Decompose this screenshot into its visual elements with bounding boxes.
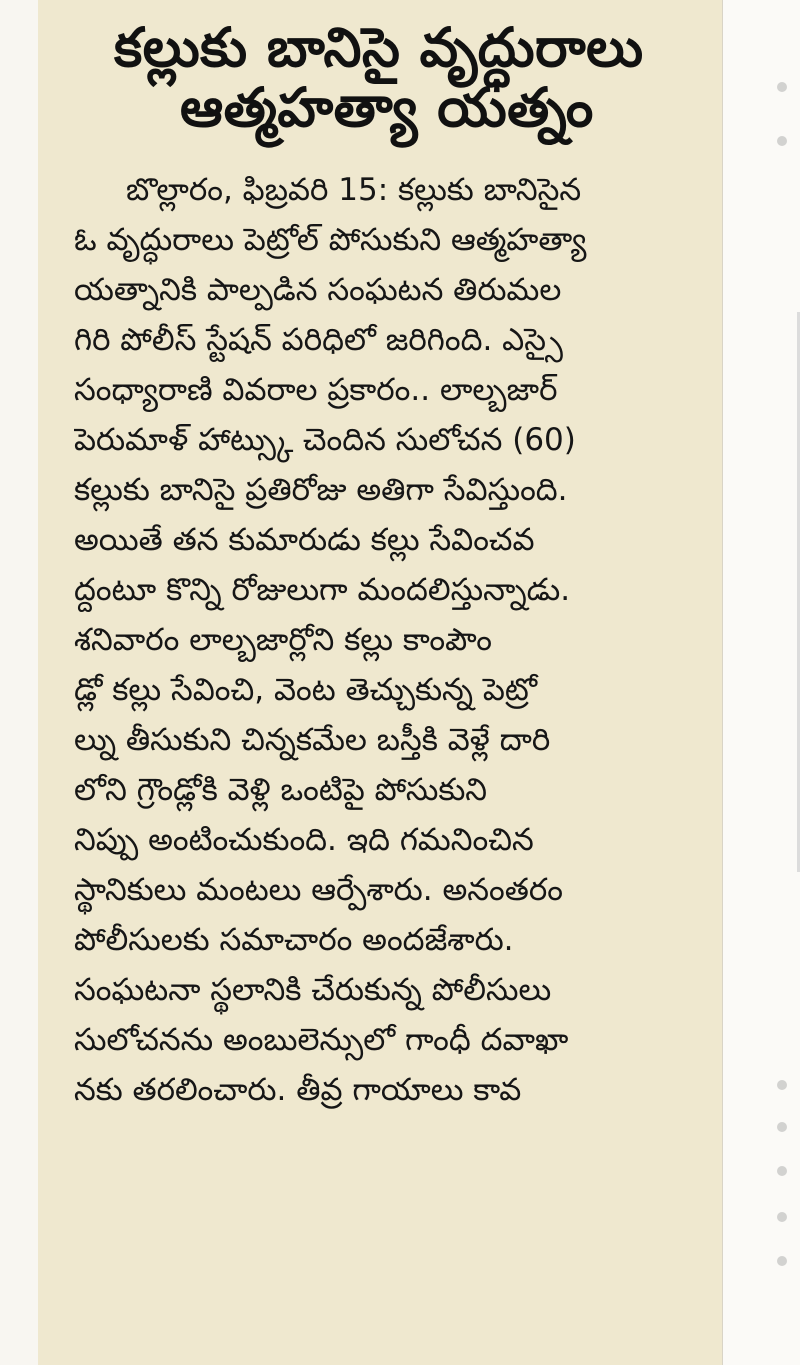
body-line: కల్లుకు బానిసై ప్రతిరోజు అతిగా సేవిస్తుంది. bbox=[74, 471, 568, 508]
edge-mark bbox=[777, 136, 787, 146]
body-line: సంధ్యారాణి వివరాల ప్రకారం.. లాల్బజార్ bbox=[74, 371, 558, 408]
body-line: నిప్పు అంటించుకుంది. ఇది గమనించిన bbox=[74, 821, 534, 858]
body-line: డ్లో కల్లు సేవించి, వెంట తెచ్చుకున్న పెట్రో bbox=[74, 671, 538, 708]
edge-mark bbox=[777, 1256, 787, 1266]
body-line: గిరి పోలీస్ స్టేషన్ పరిధిలో జరిగింది. ఎస్సై bbox=[74, 321, 563, 358]
edge-mark bbox=[777, 82, 787, 92]
body-line: బొల్లారం, ఫిబ్రవరి 15: కల్లుకు బానిసైన bbox=[126, 171, 582, 208]
body-line: పోలీసులకు సమాచారం అందజేశారు. bbox=[74, 921, 514, 958]
body-line: ద్దంటూ కొన్ని రోజులుగా మందలిస్తున్నాడు. bbox=[74, 571, 571, 608]
body-line: ల్ను తీసుకుని చిన్నకమేల బస్తీకి వెళ్లే దారి bbox=[74, 721, 551, 758]
edge-mark bbox=[777, 1080, 787, 1090]
headline-line-1: కల్లుకు బానిసై వృద్ధురాలు bbox=[114, 16, 644, 79]
body-line: లోని గ్రౌండ్లోకి వెళ్లి ఒంటిపై పోసుకుని bbox=[74, 771, 488, 808]
right-margin bbox=[722, 0, 800, 1365]
body-line: నకు తరలించారు. తీవ్ర గాయాలు కావ bbox=[74, 1071, 522, 1108]
body-line: సంఘటనా స్థలానికి చేరుకున్న పోలీసులు bbox=[74, 971, 552, 1008]
article-column bbox=[38, 0, 722, 1365]
body-line: అయితే తన కుమారుడు కల్లు సేవించవ bbox=[74, 521, 535, 558]
edge-mark bbox=[777, 1122, 787, 1132]
body-line: యత్నానికి పాల్పడిన సంఘటన తిరుమల bbox=[74, 271, 562, 308]
edge-mark bbox=[777, 1166, 787, 1176]
headline-line-2: ఆత్మహత్యా యత్నం bbox=[180, 76, 594, 140]
body-line: స్థానికులు మంటలు ఆర్పేశారు. అనంతరం bbox=[74, 871, 563, 908]
article-body bbox=[74, 165, 700, 1115]
body-line: శనివారం లాల్బజార్లోని కల్లు కాంపౌం bbox=[74, 621, 493, 658]
body-line: ఓ వృద్ధురాలు పెట్రోల్ పోసుకుని ఆత్మహత్యా bbox=[74, 221, 587, 258]
left-margin bbox=[0, 0, 38, 1365]
edge-mark bbox=[777, 1212, 787, 1222]
body-line: పెరుమాళ్ హాట్స్కు చెందిన సులోచన (60) bbox=[74, 421, 576, 458]
body-line: సులోచనను అంబులెన్సులో గాంధీ దవాఖా bbox=[74, 1021, 569, 1058]
article-headline bbox=[74, 18, 700, 139]
